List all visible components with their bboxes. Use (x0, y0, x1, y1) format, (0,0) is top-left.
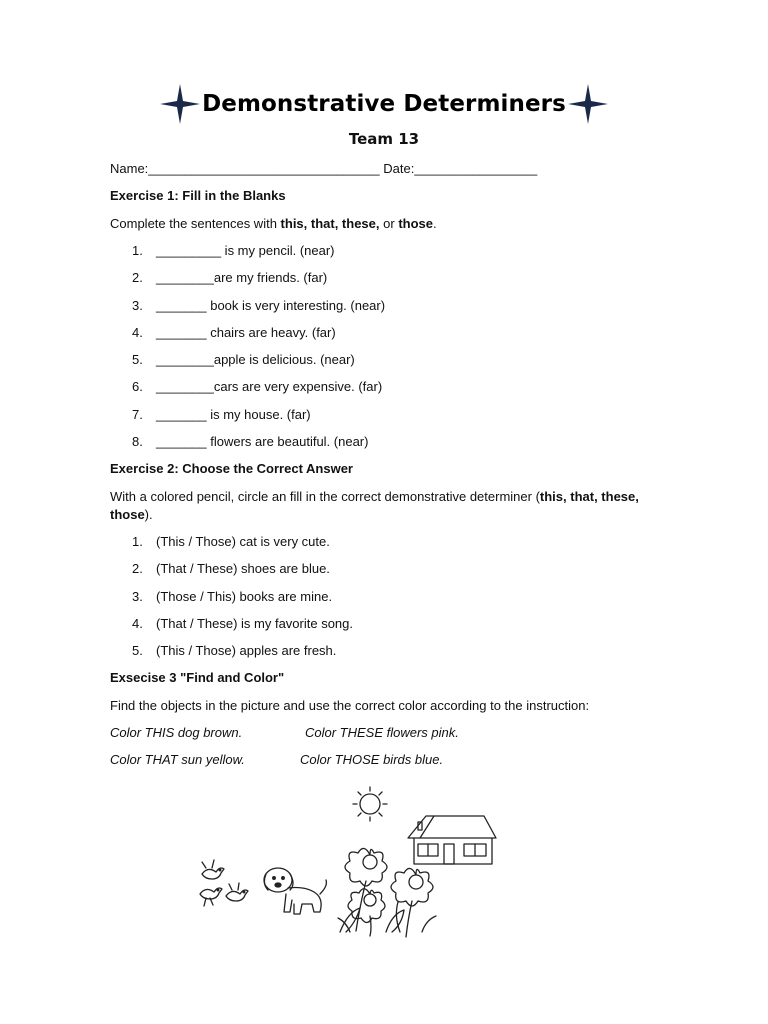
item-text: (This / Those) cat is very cute. (156, 534, 330, 549)
item-number: 3. (132, 298, 143, 313)
house-icon (408, 816, 496, 864)
item-text: (That / These) shoes are blue. (156, 561, 330, 576)
name-label: Name: (110, 161, 149, 176)
exercise3-instruction: Find the objects in the picture and use the correct color according to the instruction: (110, 698, 590, 713)
color-instruction-dog: Color THIS dog brown. (110, 725, 243, 740)
list-item (110, 560, 330, 578)
list-item (110, 242, 335, 260)
instruction-words: this, that, these, (280, 216, 380, 231)
bird-icon (202, 860, 224, 879)
item-text: ________apple is delicious. (near) (156, 352, 355, 367)
list-item (110, 642, 336, 660)
instruction-or: or (379, 216, 399, 231)
instruction-end: ). (144, 507, 153, 522)
item-number: 6. (132, 379, 143, 394)
exercise1-instruction (110, 215, 437, 233)
item-text: _______ flowers are beautiful. (near) (156, 434, 369, 449)
bird-icon (226, 883, 248, 901)
date-blank: _________________ (414, 161, 538, 176)
item-number: 1. (132, 534, 143, 549)
instruction-text: Complete the sentences with (110, 216, 281, 231)
flower-icon (348, 889, 385, 936)
item-number: 7. (132, 407, 143, 422)
instruction-words: this, that, these, those (110, 489, 639, 522)
item-number: 5. (132, 352, 143, 367)
item-text: _______ book is very interesting. (near) (156, 298, 386, 313)
item-text: ________cars are very expensive. (far) (156, 379, 383, 394)
item-text: _______ chairs are heavy. (far) (156, 325, 336, 340)
exercise1-heading: Exercise 1: Fill in the Blanks (110, 188, 286, 203)
list-item (110, 351, 355, 369)
team-subtitle: Team 13 (348, 130, 420, 148)
exercise3-heading: Exsecise 3 "Find and Color" (110, 670, 285, 685)
item-text: _______ is my house. (far) (156, 407, 311, 422)
item-number: 4. (132, 325, 143, 340)
list-item (110, 533, 330, 551)
color-instruction-birds: Color THOSE birds blue. (300, 752, 444, 767)
item-number: 2. (132, 561, 143, 576)
instruction-end: . (432, 216, 437, 231)
color-instruction-flowers: Color THESE flowers pink. (305, 725, 459, 740)
item-text: (That / These) is my favorite song. (156, 616, 353, 631)
instruction-last-word: those (398, 216, 433, 231)
name-blank: ________________________________ (148, 161, 380, 176)
item-text: _________ is my pencil. (near) (156, 243, 335, 258)
exercise2-heading: Exercise 2: Choose the Correct Answer (110, 461, 353, 476)
list-item (110, 269, 327, 287)
list-item (110, 615, 353, 633)
four-point-star-icon (568, 84, 608, 124)
item-number: 5. (132, 643, 143, 658)
instruction-text: With a colored pencil, circle an fill in the correct demonstrative determiner ( (110, 489, 540, 504)
list-item (110, 406, 311, 424)
color-instruction-sun: Color THAT sun yellow. (110, 752, 245, 767)
item-number: 1. (132, 243, 143, 258)
item-number: 2. (132, 270, 143, 285)
list-item (110, 378, 382, 396)
exercise2-instruction (110, 488, 655, 524)
list-item (110, 297, 385, 315)
sun-icon (353, 787, 387, 821)
item-text: (This / Those) apples are fresh. (156, 643, 337, 658)
coloring-picture (190, 782, 508, 938)
title-row (0, 84, 768, 124)
name-date-row (110, 160, 537, 178)
item-number: 3. (132, 589, 143, 604)
list-item (110, 324, 336, 342)
dog-icon (264, 868, 326, 914)
item-number: 4. (132, 616, 143, 631)
date-label: Date: (383, 161, 415, 176)
item-number: 8. (132, 434, 143, 449)
page-title: Demonstrative Determiners (202, 91, 566, 117)
list-item (110, 588, 332, 606)
bird-icon (200, 888, 222, 906)
item-text: (Those / This) books are mine. (156, 589, 333, 604)
list-item (110, 433, 368, 451)
item-text: ________are my friends. (far) (156, 270, 328, 285)
four-point-star-icon (160, 84, 200, 124)
